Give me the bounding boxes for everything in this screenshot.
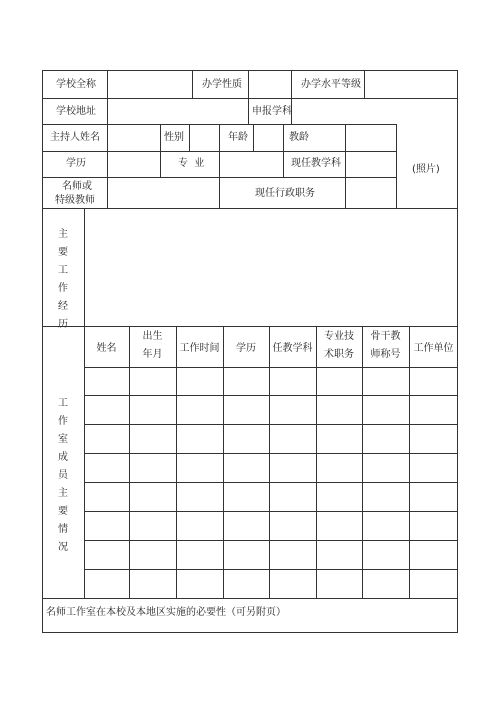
member-row-line [84,540,458,541]
member-col-header-line2: 师称号 [370,349,401,360]
member-col-header-title [316,328,362,364]
famous-teacher-label-2: 特级教师 [55,195,95,206]
member-col-header-line1: 专业技 [324,331,354,342]
school-type-label: 办学性质 [202,79,242,90]
member-row-line [84,453,458,454]
member-col-header-line1: 工作单位 [413,343,454,354]
member-col-header-birth [129,328,176,364]
member-col-header-work_time [176,340,223,358]
school-level-label: 办学水平等级 [301,79,361,90]
member-col-header-subject [269,340,316,358]
famous-teacher-label-1: 名师或 [62,181,92,192]
row-line [42,98,458,99]
member-row-line [84,482,458,483]
member-col-header-edu [223,340,269,358]
member-col-header-line1: 姓名 [96,343,117,354]
member-col-header-name [84,340,129,358]
gender-label: 性别 [164,132,184,143]
member-row-line [84,511,458,512]
member-col-header-line2: 术职务 [324,349,354,360]
member-col-header-line1: 学历 [236,343,256,354]
row-line [42,326,458,327]
host-name-label: 主持人姓名 [50,132,100,143]
member-row-line [84,424,458,425]
member-col-header-unit [409,340,458,358]
photo-label: (照片) [412,164,440,175]
experience-label: 主要工作经历 [58,229,68,330]
necessity-label: 名师工作室在本校及本地区实施的必要性（可另附页） [46,607,286,618]
member-col-header-line1: 工作时间 [179,343,220,354]
member-row-line [84,367,458,368]
member-col-header-backbone [362,328,409,364]
major-label: 专 业 [178,158,205,169]
row-line [42,598,458,599]
school-address-label: 学校地址 [56,106,96,117]
members-label: 工作室成员主要情况 [58,398,68,553]
admin-post-label: 现任行政职务 [255,188,315,199]
member-col-header-line2: 年月 [142,349,163,360]
member-col-header-line1: 骨干教 [370,331,401,342]
teaching-years-label: 教龄 [289,132,309,143]
education-label: 学历 [66,158,86,169]
apply-subject-label: 申报学科 [252,106,292,117]
school-name-label: 学校全称 [56,79,96,90]
member-col-header-line1: 任教学科 [272,343,313,354]
age-label: 年龄 [228,132,248,143]
member-row-line [84,569,458,570]
member-col-header-line1: 出生 [142,331,163,342]
current-subject-label: 现任教学科 [291,158,341,169]
member-row-line [84,395,458,396]
